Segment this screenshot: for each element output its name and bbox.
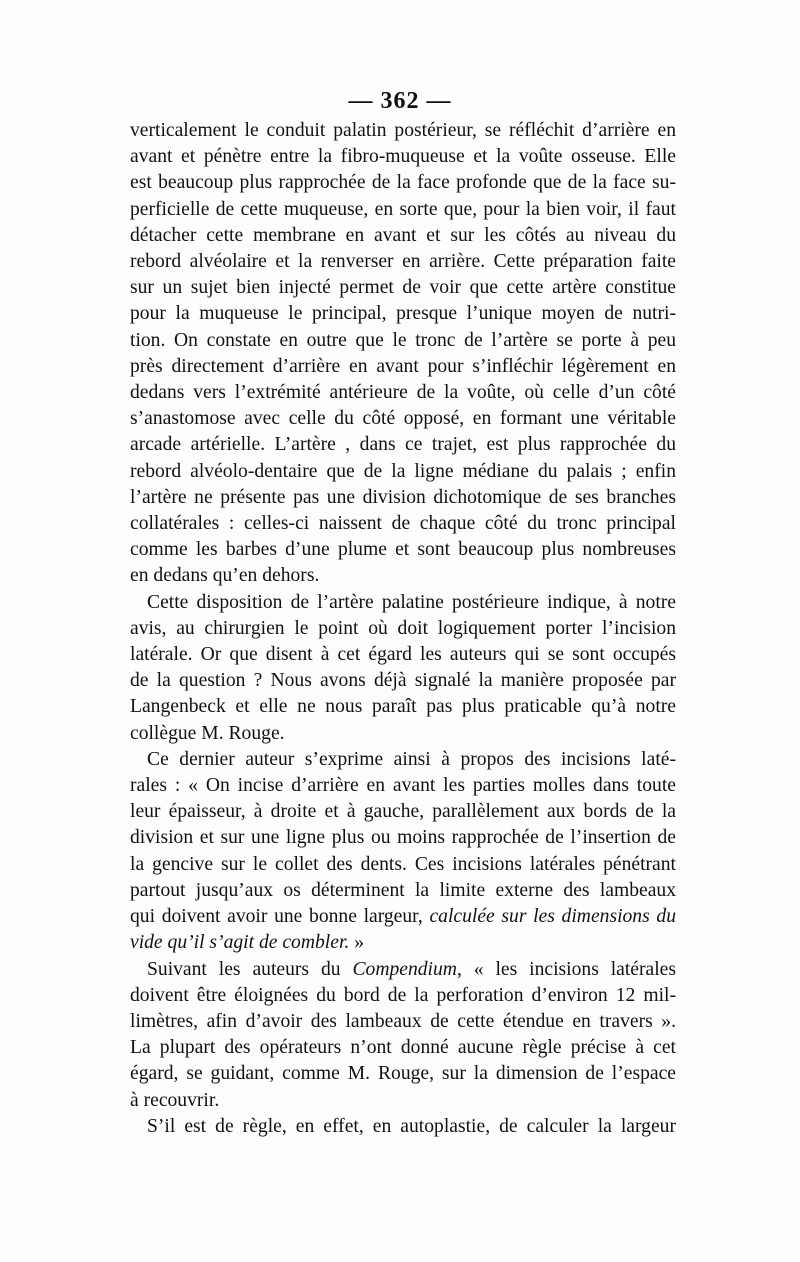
- text-line: à recouvrir.: [130, 1089, 220, 1111]
- text-line: rales : « On incise d’arrière en avant les parties molles dans toute: [130, 775, 676, 797]
- text-line: égard, se guidant, comme M. Rouge, sur la dimension de l’espace: [130, 1063, 676, 1085]
- text-line: collatérales : celles-ci naissent de chaque côté du tronc principal: [130, 513, 676, 535]
- text-line: collègue M. Rouge.: [130, 722, 285, 744]
- text-line: près directement d’arrière en avant pour s’infléchir légèrement en: [130, 355, 676, 377]
- text-line: de la question ? Nous avons déjà signalé la manière proposée par: [130, 670, 676, 692]
- text-line: verticalement le conduit palatin postérieur, se réfléchit d’arrière en: [130, 120, 676, 141]
- text-line: arcade artérielle. L’artère , dans ce trajet, est plus rapprochée du: [130, 434, 676, 456]
- italic-text: Compendium: [352, 958, 457, 980]
- text-line: rebord alvéolo-dentaire que de la ligne médiane du palais ; enfin: [130, 460, 676, 482]
- text-line: détacher cette membrane en avant et sur les côtés au niveau du: [130, 224, 676, 246]
- text-line: en dedans qu’en dehors.: [130, 565, 320, 587]
- text-line: rebord alvéolaire et la renverser en arrière. Cette préparation faite: [130, 251, 676, 273]
- page-number: — 362 —: [348, 88, 452, 114]
- text-line: Ce dernier auteur s’exprime ainsi à propos des incisions laté-: [147, 748, 676, 770]
- text-line: latérale. Or que disent à cet égard les auteurs qui se sont occupés: [130, 644, 676, 666]
- text-line: limètres, afin d’avoir des lambeaux de cette étendue en travers ».: [130, 1010, 676, 1032]
- text-line: partout jusqu’aux os déterminent la limite externe des lambeaux: [130, 879, 676, 901]
- text-line: avis, au chirurgien le point où doit logiquement porter l’incision: [130, 617, 676, 639]
- text-line: comme les barbes d’une plume et sont beaucoup plus nombreuses: [130, 539, 676, 561]
- text-line: doivent être éloignées du bord de la perforation d’environ 12 mil-: [130, 984, 676, 1006]
- italic-text: vide qu’il s’agit de combler.: [130, 932, 350, 954]
- text-line: pour la muqueuse le principal, presque l’unique moyen de nutri-: [130, 303, 676, 325]
- text-line: vide qu’il s’agit de combler. »: [130, 932, 364, 954]
- text-line: dedans vers l’extrémité antérieure de la voûte, où celle d’un côté: [130, 382, 676, 404]
- text-line: est beaucoup plus rapprochée de la face profonde que de la face su-: [130, 172, 676, 194]
- text-line: l’artère ne présente pas une division dichotomique de ses branches: [130, 486, 676, 508]
- text-line: tion. On constate en outre que le tronc de l’artère se porte à peu: [130, 329, 676, 351]
- italic-text: calculée sur les dimensions du: [429, 906, 676, 928]
- body-text: [130, 118, 676, 1140]
- text-line: La plupart des opérateurs n’ont donné aucune règle précise à cet: [130, 1037, 676, 1059]
- text-line: la gencive sur le collet des dents. Ces incisions latérales pénétrant: [130, 853, 676, 875]
- text-line: qui doivent avoir une bonne largeur, calculée sur les dimensions du: [130, 906, 676, 928]
- text-line: S’il est de règle, en effet, en autoplastie, de calculer la largeur: [147, 1115, 676, 1137]
- text-line: leur épaisseur, à droite et à gauche, parallèlement aux bords de la: [130, 801, 676, 823]
- text-line: perficielle de cette muqueuse, en sorte que, pour la bien voir, il faut: [130, 198, 676, 220]
- text-line: avant et pénètre entre la fibro-muqueuse et la voûte osseuse. Elle: [130, 146, 676, 168]
- text-line: sur un sujet bien injecté permet de voir que cette artère constitue: [130, 277, 676, 299]
- text-line: Langenbeck et elle ne nous paraît pas plus praticable qu’à notre: [130, 696, 676, 718]
- text-line: division et sur une ligne plus ou moins rapprochée de l’insertion de: [130, 827, 676, 849]
- text-line: s’anastomose avec celle du côté opposé, en formant une véritable: [130, 408, 676, 430]
- text-line: Cette disposition de l’artère palatine postérieure indique, à notre: [147, 591, 676, 613]
- text-line: Suivant les auteurs du Compendium, « les incisions latérales: [147, 958, 676, 980]
